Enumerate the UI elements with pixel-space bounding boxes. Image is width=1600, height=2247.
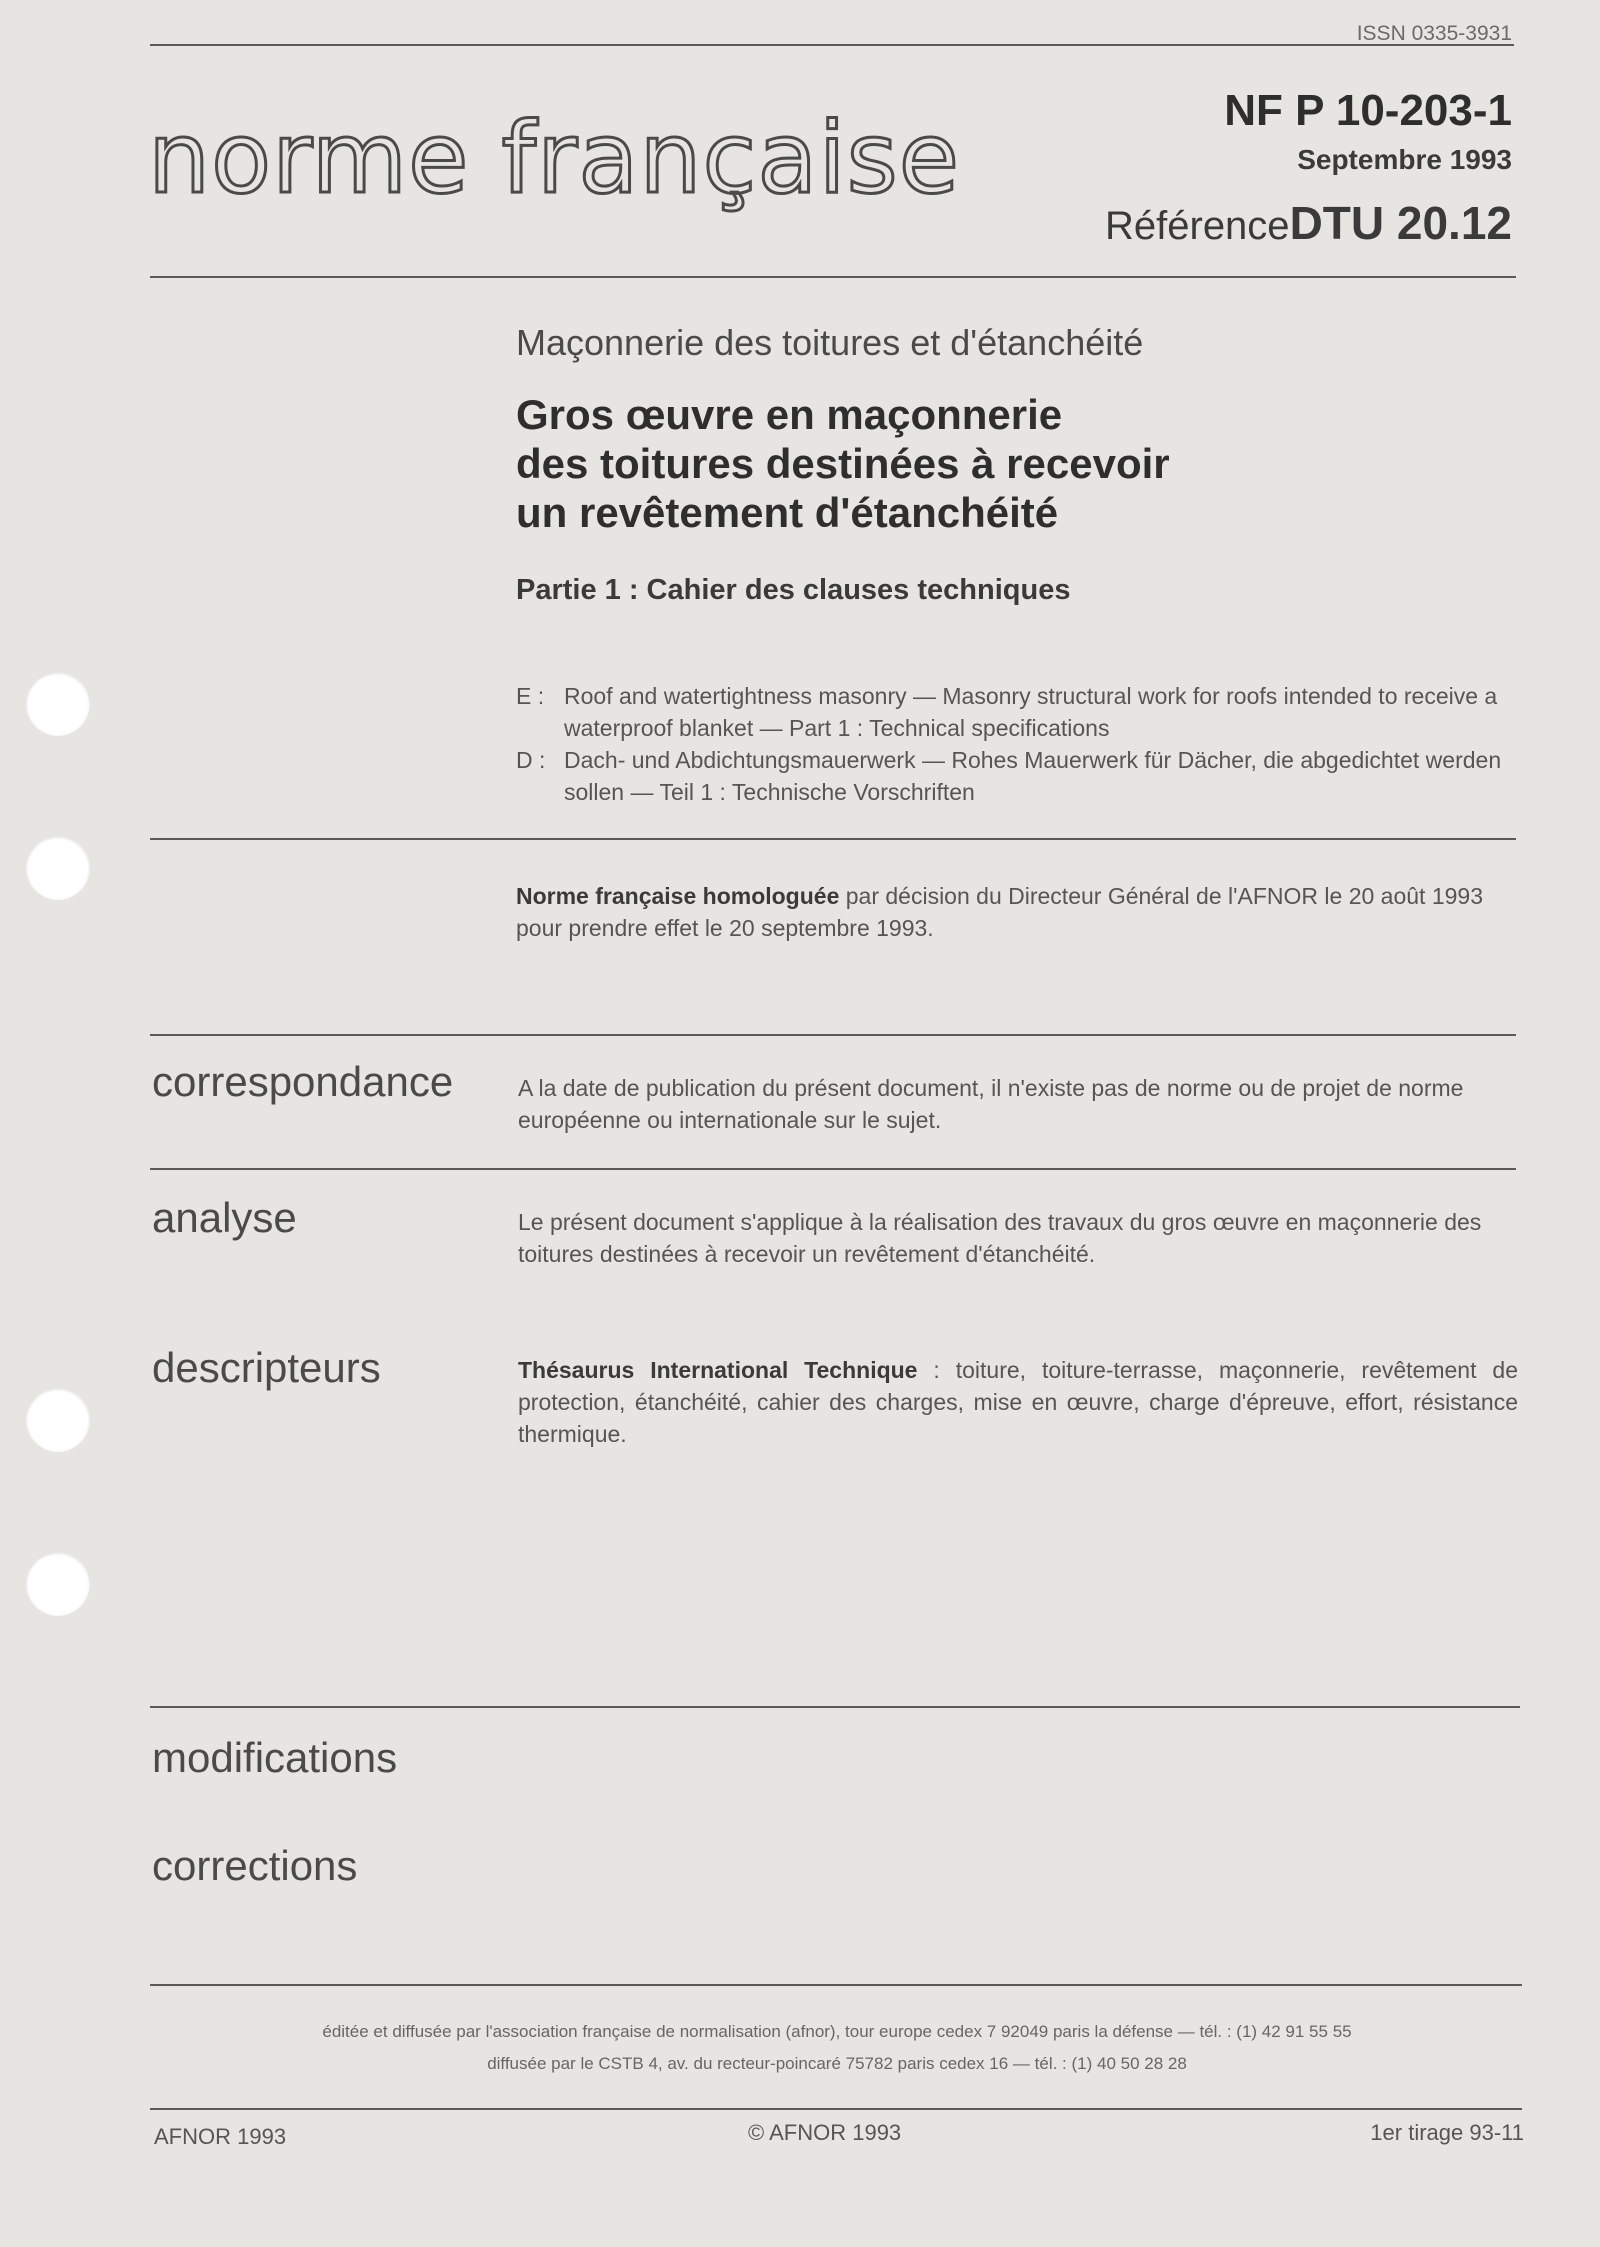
reference-line	[1105, 196, 1512, 250]
reference-code: DTU 20.12	[1289, 197, 1512, 249]
footer-center: © AFNOR 1993	[748, 2120, 902, 2145]
standard-reference-block	[1105, 86, 1512, 250]
translation-german	[516, 744, 1516, 808]
bottom-rule	[150, 2108, 1522, 2110]
correspondance-text: A la date de publication du présent document, il n'existe pas de norme ou de projet de norme européenne ou internationale sur le sujet.	[518, 1075, 1464, 1133]
footer-right: 1er tirage 93-11	[1370, 2120, 1524, 2145]
homologation-bold: Norme française homologuée	[516, 883, 840, 909]
reference-label: Référence	[1105, 204, 1290, 248]
homologation-note	[516, 880, 1516, 944]
translation-text: Dach- und Abdichtungsmauerwerk — Rohes Mauerwerk für Dächer, die abgedichtet werden sollen — Teil 1 : Technische Vorschriften	[564, 747, 1502, 805]
descripteurs-body: : toiture, toiture-terrasse, maçonnerie, revêtement de protection, étanchéité, cahier des charges, mise en œuvre, charge d'épreuve, effort, résistance thermique.	[518, 1357, 1518, 1447]
document-subject: Maçonnerie des toitures et d'étanchéité	[516, 322, 1144, 363]
binder-hole	[26, 1552, 90, 1616]
label-corrections: corrections	[152, 1842, 358, 1889]
brand-title: norme française	[148, 102, 961, 216]
footer-distributor: diffusée par le CSTB 4, av. du recteur-poincaré 75782 paris cedex 16 — tél. : (1) 40 50 28 28	[487, 2054, 1187, 2073]
title-line: des toitures destinées à recevoir	[516, 440, 1170, 487]
binder-hole	[26, 672, 90, 736]
label-descripteurs: descripteurs	[152, 1344, 381, 1391]
header-rule	[150, 276, 1516, 278]
label-analyse: analyse	[152, 1194, 297, 1241]
footer-publisher: éditée et diffusée par l'association française de normalisation (afnor), tour europe cedex 7 92049 paris la défense — tél. : (1) 42 91 55 55	[322, 2022, 1352, 2041]
translation-lang: E :	[516, 683, 545, 709]
translation-lang: D :	[516, 747, 546, 773]
section-rule	[150, 1706, 1520, 1708]
label-modifications: modifications	[152, 1734, 398, 1781]
document-part: Partie 1 : Cahier des clauses techniques	[516, 574, 1071, 606]
top-rule	[150, 44, 1514, 46]
binder-hole	[26, 1388, 90, 1452]
section-rule	[150, 838, 1516, 840]
translation-english	[516, 680, 1516, 744]
analyse-text: Le présent document s'applique à la réalisation des travaux du gros œuvre en maçonnerie des toitures destinées à recevoir un revêtement d'étanchéité.	[518, 1209, 1482, 1267]
descripteurs-bold: Thésaurus International Technique	[518, 1357, 918, 1383]
footer-rule	[150, 1984, 1522, 1986]
standard-date: Septembre 1993	[1297, 144, 1512, 175]
descripteurs-text	[518, 1354, 1518, 1450]
section-rule	[150, 1034, 1516, 1036]
translations	[516, 680, 1516, 808]
footer-left: AFNOR 1993	[154, 2124, 287, 2149]
translation-text: Roof and watertightness masonry — Masonry structural work for roofs intended to receive a waterproof blanket — Part 1 : Technical specifications	[564, 683, 1498, 741]
homologation-text: par décision du Directeur Général de l'AFNOR le 20 août 1993 pour prendre effet le 20 septembre 1993.	[516, 883, 1483, 941]
issn: ISSN 0335-3931	[1356, 22, 1512, 45]
binder-hole	[26, 836, 90, 900]
standard-number: NF P 10-203-1	[1224, 86, 1512, 135]
label-correspondance: correspondance	[152, 1058, 454, 1105]
title-line: un revêtement d'étanchéité	[516, 489, 1059, 536]
title-line: Gros œuvre en maçonnerie	[516, 391, 1063, 438]
document-title	[516, 390, 1516, 537]
section-rule	[150, 1168, 1516, 1170]
